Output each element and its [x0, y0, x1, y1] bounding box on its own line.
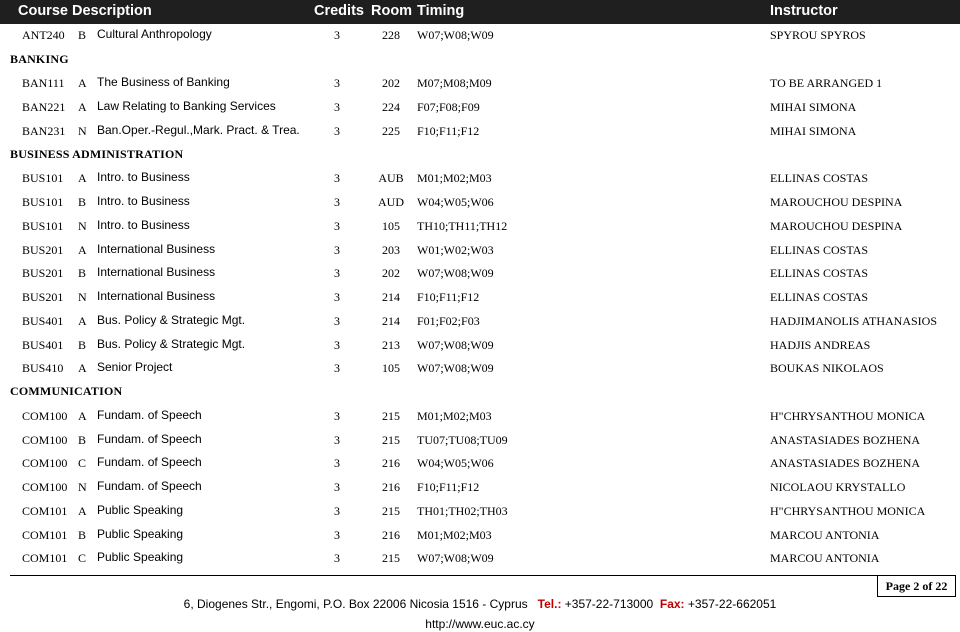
- course-credits: 3: [334, 504, 340, 518]
- header-course-description: Course Description: [18, 3, 152, 19]
- course-room: 215: [382, 504, 400, 518]
- course-instructor: MAROUCHOU DESPINA: [770, 195, 903, 209]
- course-instructor: ANASTASIADES BOZHENA: [770, 433, 921, 447]
- course-instructor: TO BE ARRANGED 1: [770, 76, 883, 90]
- course-instructor: H"CHRYSANTHOU MONICA: [770, 409, 926, 423]
- course-room: 216: [382, 480, 400, 494]
- course-timing: W07;W08;W09: [417, 551, 494, 565]
- course-timing: M01;M02;M03: [417, 409, 492, 423]
- course-room: 213: [382, 338, 400, 352]
- course-section: A: [78, 504, 87, 518]
- course-instructor: SPYROU SPYROS: [770, 28, 866, 42]
- course-code: COM100: [22, 409, 68, 423]
- course-title: International Business: [97, 265, 216, 279]
- course-instructor: MIHAI SIMONA: [770, 100, 857, 114]
- course-instructor: HADJIMANOLIS ATHANASIOS: [770, 314, 938, 328]
- course-credits: 3: [334, 456, 340, 470]
- table-row: [0, 192, 960, 212]
- course-timing: W04;W05;W06: [417, 456, 494, 470]
- course-credits: 3: [334, 409, 340, 423]
- course-code: BAN231: [22, 124, 66, 138]
- table-row: [0, 168, 960, 188]
- footer-website-link[interactable]: http://www.euc.ac.cy: [425, 617, 535, 631]
- table-row: [0, 335, 960, 355]
- course-title: Fundam. of Speech: [97, 432, 202, 446]
- course-code: BUS401: [22, 314, 64, 328]
- table-row: [0, 263, 960, 283]
- course-instructor: HADJIS ANDREAS: [770, 338, 871, 352]
- course-section: N: [78, 219, 87, 233]
- table-row: [0, 240, 960, 260]
- course-room: 216: [382, 528, 400, 542]
- course-room: AUD: [378, 195, 404, 209]
- course-instructor: H"CHRYSANTHOU MONICA: [770, 504, 926, 518]
- course-code: BUS410: [22, 361, 64, 375]
- course-room: AUB: [378, 171, 404, 185]
- course-title: Law Relating to Banking Services: [97, 99, 276, 113]
- course-timing: W04;W05;W06: [417, 195, 494, 209]
- table-row: [0, 25, 960, 45]
- course-room: 225: [382, 124, 400, 138]
- course-timing: M01;M02;M03: [417, 528, 492, 542]
- course-title: Intro. to Business: [97, 194, 190, 208]
- course-room: 203: [382, 243, 400, 257]
- course-section: A: [78, 76, 87, 90]
- course-timing: TU07;TU08;TU09: [417, 433, 508, 447]
- course-title: Public Speaking: [97, 550, 184, 564]
- course-credits: 3: [334, 433, 340, 447]
- course-section: A: [78, 361, 87, 375]
- course-timing: W07;W08;W09: [417, 266, 494, 280]
- course-timing: W01;W02;W03: [417, 243, 494, 257]
- course-code: COM101: [22, 528, 68, 542]
- course-section: N: [78, 124, 87, 138]
- course-code: BUS201: [22, 243, 64, 257]
- course-timing: W07;W08;W09: [417, 361, 494, 375]
- course-credits: 3: [334, 124, 340, 138]
- course-instructor: ELLINAS COSTAS: [770, 266, 869, 280]
- course-title: Public Speaking: [97, 527, 184, 541]
- table-row: [0, 358, 960, 378]
- course-credits: 3: [334, 338, 340, 352]
- table-row: [0, 216, 960, 236]
- footer-fax: +357-22-662051: [687, 597, 777, 611]
- course-room: 214: [382, 290, 400, 304]
- course-code: BUS101: [22, 219, 64, 233]
- course-instructor: MARCOU ANTONIA: [770, 528, 880, 542]
- course-instructor: ELLINAS COSTAS: [770, 243, 869, 257]
- table-row: [0, 406, 960, 426]
- course-instructor: NICOLAOU KRYSTALLO: [770, 480, 906, 494]
- course-title: Fundam. of Speech: [97, 455, 202, 469]
- course-timing: F10;F11;F12: [417, 124, 480, 138]
- course-room: 105: [382, 219, 400, 233]
- course-room: 228: [382, 28, 400, 42]
- course-room: 214: [382, 314, 400, 328]
- course-title: Ban.Oper.-Regul.,Mark. Pract. & Trea.: [97, 123, 300, 137]
- course-timing: F10;F11;F12: [417, 480, 480, 494]
- course-room: 216: [382, 456, 400, 470]
- course-section: B: [78, 266, 87, 280]
- course-title: Fundam. of Speech: [97, 479, 202, 493]
- course-credits: 3: [334, 219, 340, 233]
- course-title: Intro. to Business: [97, 170, 190, 184]
- course-timing: W07;W08;W09: [417, 28, 494, 42]
- table-row: [0, 73, 960, 93]
- course-section: B: [78, 28, 87, 42]
- table-row: [0, 477, 960, 497]
- footer-divider: [10, 575, 955, 576]
- course-credits: 3: [334, 28, 340, 42]
- course-timing: F01;F02;F03: [417, 314, 480, 328]
- footer-tel: +357-22-713000: [564, 597, 654, 611]
- course-credits: 3: [334, 266, 340, 280]
- course-section: N: [78, 480, 87, 494]
- course-section: B: [78, 433, 87, 447]
- course-instructor: ANASTASIADES BOZHENA: [770, 456, 921, 470]
- header-credits: Credits: [314, 3, 364, 19]
- course-room: 105: [382, 361, 400, 375]
- header-instructor: Instructor: [770, 3, 838, 19]
- course-code: ANT240: [22, 28, 65, 42]
- course-title: Senior Project: [97, 360, 173, 374]
- table-row: [0, 548, 960, 568]
- table-row: [0, 287, 960, 307]
- course-credits: 3: [334, 551, 340, 565]
- course-room: 215: [382, 551, 400, 565]
- table-row: [0, 121, 960, 141]
- course-timing: TH01;TH02;TH03: [417, 504, 508, 518]
- table-row: [0, 525, 960, 545]
- course-instructor: MAROUCHOU DESPINA: [770, 219, 903, 233]
- section-heading-business-administration: BUSINESS ADMINISTRATION: [10, 147, 184, 161]
- footer-address: 6, Diogenes Str., Engomi, P.O. Box 22006 Nicosia 1516 - Cyprus: [183, 597, 528, 611]
- course-instructor: MIHAI SIMONA: [770, 124, 857, 138]
- course-code: COM100: [22, 456, 68, 470]
- course-section: C: [78, 551, 87, 565]
- course-credits: 3: [334, 100, 340, 114]
- course-credits: 3: [334, 314, 340, 328]
- course-section: B: [78, 338, 87, 352]
- course-code: COM100: [22, 480, 68, 494]
- course-instructor: ELLINAS COSTAS: [770, 171, 869, 185]
- section-heading-banking: BANKING: [10, 52, 69, 66]
- course-timing: F10;F11;F12: [417, 290, 480, 304]
- course-code: BAN111: [22, 76, 65, 90]
- course-section: C: [78, 456, 87, 470]
- course-timing: TH10;TH11;TH12: [417, 219, 508, 233]
- course-title: Bus. Policy & Strategic Mgt.: [97, 313, 246, 327]
- table-header: [0, 0, 960, 24]
- course-instructor: BOUKAS NIKOLAOS: [770, 361, 884, 375]
- course-code: BUS101: [22, 171, 64, 185]
- course-code: COM101: [22, 551, 68, 565]
- course-timing: M07;M08;M09: [417, 76, 492, 90]
- course-section: A: [78, 314, 87, 328]
- course-timing: M01;M02;M03: [417, 171, 492, 185]
- course-section: A: [78, 171, 87, 185]
- course-title: International Business: [97, 242, 216, 256]
- course-title: International Business: [97, 289, 216, 303]
- course-room: 215: [382, 409, 400, 423]
- course-section: N: [78, 290, 87, 304]
- course-credits: 3: [334, 290, 340, 304]
- course-timing: W07;W08;W09: [417, 338, 494, 352]
- course-room: 224: [382, 100, 400, 114]
- course-room: 202: [382, 266, 400, 280]
- footer-fax-label: Fax:: [659, 597, 685, 611]
- course-section: B: [78, 195, 87, 209]
- header-timing: Timing: [417, 3, 465, 19]
- course-title: Fundam. of Speech: [97, 408, 202, 422]
- course-title: Cultural Anthropology: [97, 27, 212, 41]
- course-instructor: MARCOU ANTONIA: [770, 551, 880, 565]
- page-indicator: Page 2 of 22: [877, 575, 956, 597]
- course-code: COM100: [22, 433, 68, 447]
- table-row: [0, 430, 960, 450]
- course-title: The Business of Banking: [97, 75, 230, 89]
- table-row: [0, 311, 960, 331]
- course-section: B: [78, 528, 87, 542]
- course-code: BUS201: [22, 266, 64, 280]
- course-credits: 3: [334, 480, 340, 494]
- course-credits: 3: [334, 195, 340, 209]
- course-code: BAN221: [22, 100, 66, 114]
- course-instructor: ELLINAS COSTAS: [770, 290, 869, 304]
- table-row: [0, 453, 960, 473]
- course-timing: F07;F08;F09: [417, 100, 480, 114]
- course-section: A: [78, 409, 87, 423]
- footer-website-line: [0, 617, 960, 631]
- footer-contact: [0, 597, 960, 611]
- footer-tel-label: Tel.:: [537, 597, 562, 611]
- course-code: BUS401: [22, 338, 64, 352]
- course-credits: 3: [334, 76, 340, 90]
- course-credits: 3: [334, 171, 340, 185]
- course-credits: 3: [334, 243, 340, 257]
- course-credits: 3: [334, 361, 340, 375]
- table-row: [0, 501, 960, 521]
- course-section: A: [78, 100, 87, 114]
- section-heading-communication: COMMUNICATION: [10, 384, 123, 398]
- course-title: Bus. Policy & Strategic Mgt.: [97, 337, 246, 351]
- course-code: BUS101: [22, 195, 64, 209]
- course-room: 215: [382, 433, 400, 447]
- table-row: [0, 97, 960, 117]
- course-credits: 3: [334, 528, 340, 542]
- header-room: Room: [371, 3, 413, 19]
- course-title: Public Speaking: [97, 503, 184, 517]
- course-title: Intro. to Business: [97, 218, 190, 232]
- course-code: BUS201: [22, 290, 64, 304]
- course-section: A: [78, 243, 87, 257]
- course-code: COM101: [22, 504, 68, 518]
- course-room: 202: [382, 76, 400, 90]
